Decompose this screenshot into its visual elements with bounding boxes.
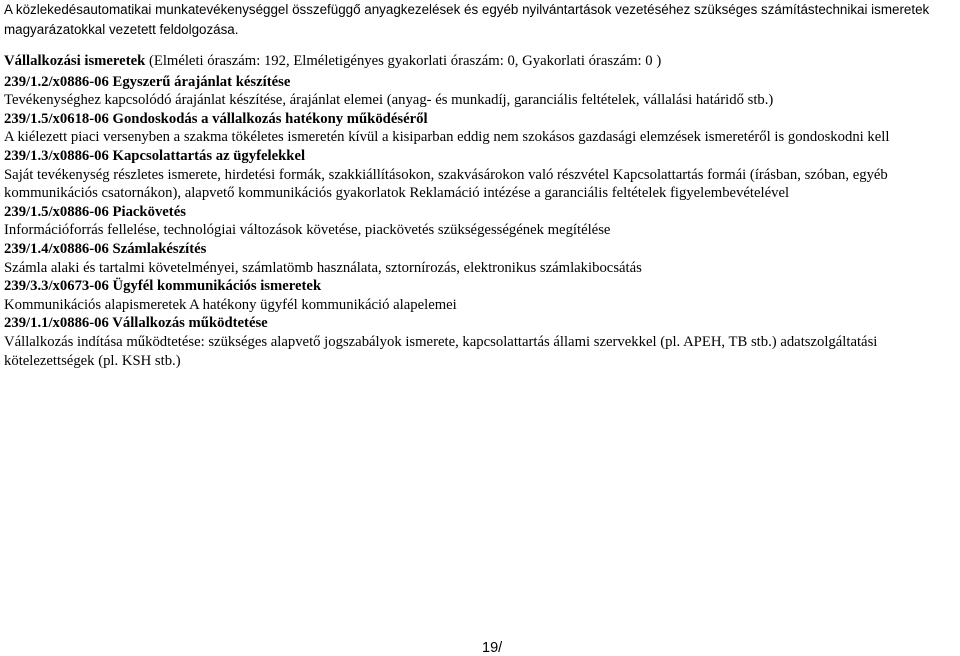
item-heading: 239/1.3/x0886-06 Kapcsolattartás az ügyfelekkel <box>4 147 306 164</box>
item-text: Vállalkozás indítása működtetése: szükséges alapvető jogszabályok ismerete, kapcsolattartás állami szervekkel (pl. APEH, TB stb.) adatszolgáltatási kötelezettségek (pl. KSH stb.) <box>4 333 878 369</box>
item-heading: 239/1.2/x0886-06 Egyszerű árajánlat készítése <box>4 73 291 90</box>
section-title: Vállalkozási ismeretek <box>4 53 146 69</box>
item-text: Tevékenységhez kapcsolódó árajánlat készítése, árajánlat elemei (anyag- és munkadíj, garanciális feltételek, vállalási határidő stb.) <box>4 92 774 109</box>
item-heading: 239/3.3/x0673-06 Ügyfél kommunikációs ismeretek <box>4 278 322 295</box>
item-text: Információforrás fellelése, technológiai változások követése, piackövetés szükségességének megítélése <box>4 222 611 239</box>
document-body <box>4 52 956 370</box>
page-number: 19/ <box>482 640 503 656</box>
item-heading: 239/1.1/x0886-06 Vállalkozás működtetése <box>4 315 268 332</box>
item-text: Kommunikációs alapismeretek A hatékony ügyfél kommunikáció alapelemei <box>4 296 457 313</box>
item-heading: 239/1.5/x0886-06 Piackövetés <box>4 203 186 220</box>
section-hours: (Elméleti óraszám: 192, Elméletigényes gyakorlati óraszám: 0, Gyakorlati óraszám: 0 ) <box>145 53 662 69</box>
item-text: A kiélezett piaci versenyben a szakma tökéletes ismeretén kívül a kisiparban eddig nem szokásos gazdasági elemzések ismeretéről is gondoskodni kell <box>4 129 890 146</box>
item-text: Számla alaki és tartalmi követelményei, számlatömb használata, sztornírozás, elektronikus számlakibocsátás <box>4 259 642 276</box>
item-text: Saját tevékenység részletes ismerete, hirdetési formák, szakkiállításokon, szakvásárokon való részvétel Kapcsolattartás formái (írásban, szóban, egyéb kommunikációs csatornákon), alapvető kommunikációs gyakorlatok Reklamáció intézése a garanciális feltételek figyelembevételével <box>4 166 888 202</box>
section-header <box>4 52 956 71</box>
item-heading: 239/1.4/x0886-06 Számlakészítés <box>4 240 207 257</box>
intro-paragraph: A közlekedésautomatikai munkatevékenységgel összefüggő anyagkezelések és egyéb nyilvántartások vezetéséhez szükséges számítástechnikai ismeretek magyarázatokkal vezetett feldolgozása. <box>4 2 930 37</box>
item-heading: 239/1.5/x0618-06 Gondoskodás a vállalkozás hatékony működéséről <box>4 110 428 127</box>
